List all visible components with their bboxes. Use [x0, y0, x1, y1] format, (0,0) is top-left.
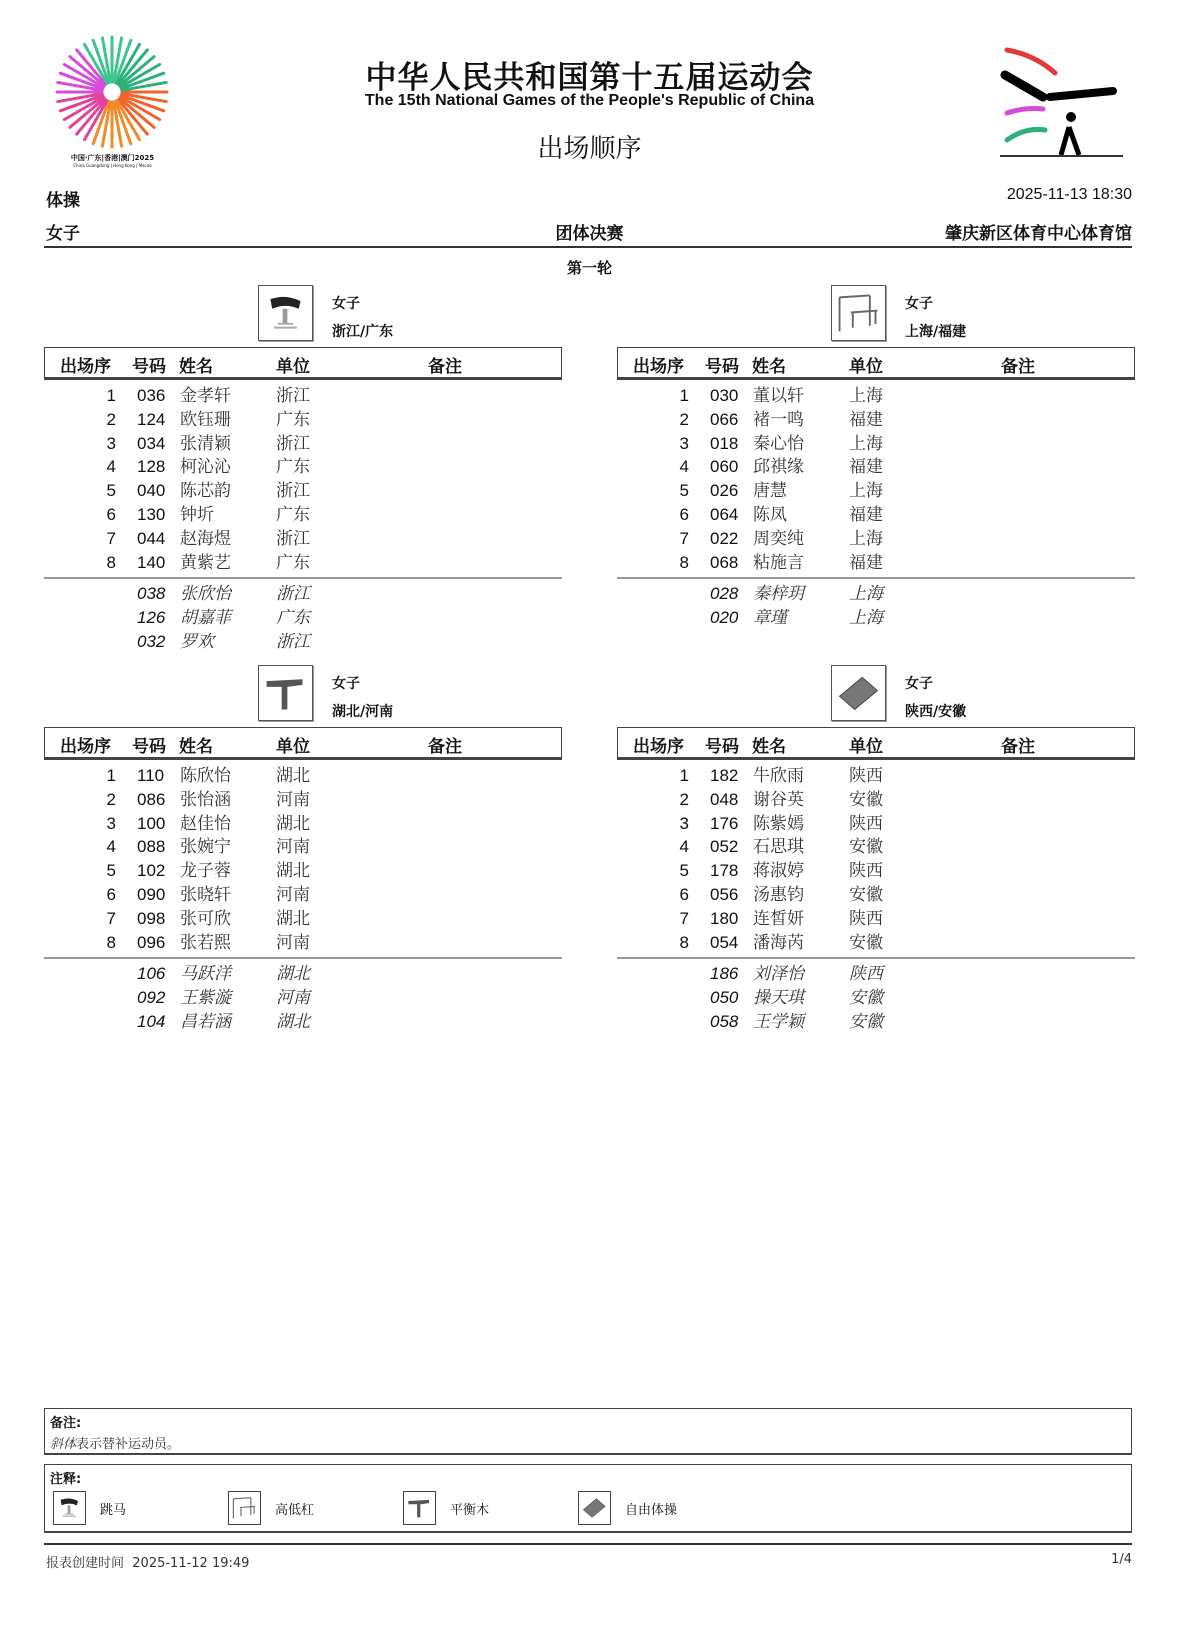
table-row [44, 552, 562, 576]
athlete-unit: 陕西 [849, 766, 883, 786]
created-label: 报表创建时间 [46, 1556, 125, 1571]
reserve-row [44, 607, 562, 631]
legend-box [44, 1464, 1132, 1533]
reserve-divider [617, 957, 1135, 959]
athlete-unit: 湖北 [276, 964, 310, 985]
athlete-name: 周奕纯 [753, 528, 804, 549]
page-number: 1/4 [1111, 1552, 1132, 1567]
legend-item-floor [578, 1491, 677, 1525]
group-teams: 湖北/河南 [332, 704, 394, 720]
bib-number: 088 [137, 837, 166, 857]
table-row [617, 504, 1135, 528]
athlete-unit: 广东 [276, 504, 310, 525]
balance-beam-icon [403, 1491, 436, 1525]
athlete-name: 操天琪 [753, 988, 804, 1009]
athlete-unit: 上海 [849, 528, 883, 549]
athlete-unit: 广东 [276, 608, 310, 629]
notes-text: 表示替补运动员。 [76, 1437, 181, 1452]
start-order: 2 [679, 409, 689, 429]
bib-number: 066 [710, 409, 739, 429]
athlete-unit: 河南 [276, 932, 310, 953]
start-order: 3 [679, 813, 689, 833]
col-remark: 备注 [1001, 737, 1035, 757]
table-row [617, 456, 1135, 480]
bib-number: 020 [710, 608, 739, 628]
table-row [44, 480, 562, 504]
reserve-row [44, 963, 562, 987]
col-name: 姓名 [179, 737, 213, 757]
table-row [617, 860, 1135, 884]
table-row [44, 884, 562, 908]
reserve-row [44, 583, 562, 607]
start-order: 1 [106, 766, 116, 785]
athlete-name: 潘海芮 [753, 932, 804, 953]
athlete-name: 金孝轩 [180, 386, 231, 406]
athlete-unit: 安徽 [849, 932, 883, 953]
table-row [617, 433, 1135, 457]
col-remark: 备注 [428, 737, 462, 757]
reserve-row [617, 987, 1135, 1011]
table-row [44, 528, 562, 552]
bib-number: 140 [137, 552, 166, 572]
athlete-name: 张怡涵 [180, 789, 231, 810]
bib-number: 086 [137, 789, 166, 809]
table-row [617, 409, 1135, 433]
legend-label: 平衡木 [450, 1502, 490, 1518]
start-order: 1 [679, 766, 689, 785]
athlete-name: 柯沁沁 [180, 457, 231, 478]
athlete-name: 赵海煜 [180, 528, 231, 549]
athlete-unit: 浙江 [276, 481, 310, 502]
start-order: 3 [106, 433, 116, 453]
col-remark: 备注 [1001, 357, 1035, 377]
table-row [617, 480, 1135, 504]
bib-number: 182 [710, 766, 739, 785]
athlete-name: 陈凤 [753, 504, 787, 525]
table-row [617, 836, 1135, 860]
document-title: 出场顺序 [537, 134, 642, 164]
bib-number: 110 [137, 766, 165, 785]
venue: 肇庆新区体育中心体育馆 [945, 224, 1132, 244]
table-header [617, 347, 1135, 380]
bib-number: 050 [710, 988, 739, 1008]
athlete-name: 石思琪 [753, 837, 804, 858]
start-order: 5 [106, 481, 116, 501]
col-remark: 备注 [428, 357, 462, 377]
table-row [44, 836, 562, 860]
bib-number: 102 [137, 861, 166, 881]
athlete-unit: 福建 [849, 504, 883, 525]
start-order: 3 [106, 813, 116, 833]
table-row [617, 908, 1135, 932]
col-seq: 出场序 [60, 357, 111, 377]
start-order: 2 [106, 409, 116, 429]
athlete-unit: 河南 [276, 884, 310, 905]
start-order: 2 [106, 789, 116, 809]
balance-beam-icon [258, 665, 313, 721]
group-teams: 上海/福建 [905, 324, 967, 340]
athlete-unit: 湖北 [276, 813, 310, 834]
col-code: 号码 [132, 357, 166, 377]
table-row [44, 385, 562, 409]
created-time: 2025-11-12 19:49 [132, 1556, 250, 1571]
bib-number: 096 [137, 932, 166, 952]
notes-box [44, 1408, 1132, 1455]
start-order: 4 [106, 837, 116, 857]
reserve-row [44, 631, 562, 655]
bib-number: 126 [137, 608, 166, 628]
group-teams: 陕西/安徽 [905, 704, 967, 720]
athlete-name: 唐慧 [753, 481, 787, 502]
athlete-name: 张婉宁 [180, 837, 231, 858]
start-order: 4 [679, 837, 689, 857]
athlete-name: 汤惠钧 [753, 884, 804, 905]
legend-item-balance-beam [403, 1491, 489, 1525]
col-code: 号码 [132, 737, 166, 757]
games-title-en: The 15th National Games of the People's Republic of China [364, 92, 815, 109]
table-header [44, 347, 562, 380]
start-order: 7 [679, 908, 689, 928]
athlete-unit: 湖北 [276, 1011, 310, 1032]
start-order: 8 [679, 932, 689, 952]
bib-number: 090 [137, 884, 166, 904]
athlete-unit: 河南 [276, 837, 310, 858]
footer-divider [44, 1543, 1132, 1545]
athlete-unit: 安徽 [849, 1011, 883, 1032]
reserve-divider [44, 957, 562, 959]
start-order: 7 [106, 528, 116, 548]
col-code: 号码 [705, 737, 739, 757]
athlete-name: 陈紫嫣 [753, 813, 804, 834]
athlete-unit: 上海 [849, 433, 883, 454]
athlete-unit: 上海 [849, 584, 883, 605]
gender-label: 女子 [46, 224, 80, 244]
table-row [44, 813, 562, 837]
athlete-name: 龙子蓉 [180, 861, 231, 882]
athlete-name: 黄紫艺 [180, 552, 231, 573]
uneven-bars-icon [228, 1491, 261, 1525]
table-row [44, 860, 562, 884]
athlete-name: 张若熙 [180, 932, 231, 953]
athlete-unit: 陕西 [849, 908, 883, 929]
start-order: 4 [679, 457, 689, 477]
start-order: 6 [679, 504, 689, 524]
bib-number: 186 [710, 964, 739, 984]
athlete-unit: 浙江 [276, 528, 310, 549]
start-order: 2 [679, 789, 689, 809]
athlete-unit: 广东 [276, 457, 310, 478]
legend-label: 跳马 [100, 1502, 127, 1518]
bib-number: 176 [710, 813, 739, 833]
bib-number: 054 [710, 932, 739, 952]
table-header [44, 727, 562, 760]
bib-number: 130 [137, 504, 166, 524]
athlete-unit: 上海 [849, 386, 883, 406]
col-name: 姓名 [179, 357, 213, 377]
athlete-unit: 福建 [849, 457, 883, 478]
group-teams: 浙江/广东 [332, 324, 394, 340]
uneven-bars-icon [831, 285, 886, 341]
reserve-row [617, 963, 1135, 987]
group-gender: 女子 [332, 676, 360, 692]
reserve-row [44, 1011, 562, 1035]
event-datetime: 2025-11-13 18:30 [1006, 186, 1132, 203]
athlete-unit: 浙江 [276, 433, 310, 454]
table-row [44, 433, 562, 457]
reserve-row [617, 607, 1135, 631]
table-row [617, 528, 1135, 552]
athlete-name: 钟圻 [180, 504, 214, 525]
col-code: 号码 [705, 357, 739, 377]
bib-number: 180 [710, 908, 739, 928]
start-order: 1 [679, 386, 689, 405]
athlete-name: 马跃洋 [180, 964, 231, 985]
athlete-unit: 安徽 [849, 884, 883, 905]
athlete-name: 胡嘉菲 [180, 608, 231, 629]
start-order: 8 [679, 552, 689, 572]
reserve-divider [617, 577, 1135, 579]
table-row [617, 789, 1135, 813]
athlete-unit: 河南 [276, 988, 310, 1009]
round-label: 第一轮 [566, 259, 612, 277]
table-row [44, 789, 562, 813]
table-row [617, 385, 1135, 409]
start-order: 1 [106, 386, 116, 405]
start-order: 6 [106, 884, 116, 904]
col-seq: 出场序 [633, 737, 684, 757]
athlete-name: 罗欢 [180, 631, 214, 652]
athlete-name: 章瑾 [753, 608, 787, 629]
reserve-row [617, 1011, 1135, 1035]
reserve-row [617, 583, 1135, 607]
logo-text: 中国·广东|香港|澳门2025 [70, 154, 155, 162]
start-order: 7 [679, 528, 689, 548]
bib-number: 028 [710, 584, 739, 604]
bib-number: 098 [137, 908, 166, 928]
table-header [617, 727, 1135, 760]
bib-number: 026 [710, 481, 739, 501]
athlete-unit: 上海 [849, 481, 883, 502]
bib-number: 034 [137, 433, 166, 453]
bib-number: 048 [710, 789, 739, 809]
athlete-unit: 安徽 [849, 988, 883, 1009]
table-row [617, 765, 1135, 789]
vault-icon [258, 285, 313, 341]
bib-number: 044 [137, 528, 166, 548]
athlete-name: 王学颖 [753, 1011, 804, 1032]
start-order: 5 [679, 481, 689, 501]
bib-number: 092 [137, 988, 166, 1008]
bib-number: 018 [710, 433, 739, 453]
logo-subtext: China Guangdong | Hong Kong | Macao [73, 163, 152, 168]
bib-number: 106 [137, 964, 166, 984]
athlete-unit: 湖北 [276, 861, 310, 882]
bib-number: 056 [710, 884, 739, 904]
athlete-name: 欧钰珊 [180, 409, 231, 430]
bib-number: 022 [710, 528, 739, 548]
col-name: 姓名 [752, 737, 786, 757]
bib-number: 100 [137, 813, 166, 833]
bib-number: 040 [137, 481, 166, 501]
bib-number: 068 [710, 552, 739, 572]
notes-italic: 斜体 [50, 1437, 77, 1452]
sport-label: 体操 [46, 191, 80, 211]
reserve-row [44, 987, 562, 1011]
athlete-name: 王紫漩 [180, 988, 231, 1009]
vault-icon [53, 1491, 86, 1525]
start-order: 4 [106, 457, 116, 477]
athlete-unit: 广东 [276, 409, 310, 430]
col-seq: 出场序 [60, 737, 111, 757]
notes-title: 备注: [50, 1416, 82, 1431]
bib-number: 052 [710, 837, 739, 857]
col-seq: 出场序 [633, 357, 684, 377]
start-order: 3 [679, 433, 689, 453]
athlete-name: 粘施言 [753, 552, 804, 573]
floor-icon [831, 665, 886, 721]
bib-number: 032 [137, 631, 166, 651]
legend-label: 自由体操 [625, 1502, 678, 1518]
athlete-name: 谢谷英 [753, 789, 804, 810]
col-unit: 单位 [849, 737, 883, 757]
legend-label: 高低杠 [275, 1502, 315, 1518]
bib-number: 124 [137, 409, 166, 429]
start-order: 5 [679, 861, 689, 881]
athlete-unit: 陕西 [849, 813, 883, 834]
table-row [44, 765, 562, 789]
bib-number: 036 [137, 386, 166, 405]
athlete-name: 陈芯韵 [180, 481, 231, 502]
table-row [44, 409, 562, 433]
athlete-unit: 安徽 [849, 837, 883, 858]
athlete-unit: 上海 [849, 608, 883, 629]
athlete-name: 秦梓玥 [753, 584, 804, 605]
group-gender: 女子 [905, 296, 933, 312]
games-title: 中华人民共和国第十五届运动会 [365, 60, 814, 96]
start-order: 6 [106, 504, 116, 524]
bib-number: 038 [137, 584, 166, 604]
legend-title: 注释: [50, 1472, 82, 1487]
table-row [44, 456, 562, 480]
athlete-unit: 湖北 [276, 766, 310, 786]
floor-icon [578, 1491, 611, 1525]
start-order: 7 [106, 908, 116, 928]
athlete-unit: 浙江 [276, 584, 310, 605]
col-name: 姓名 [752, 357, 786, 377]
col-unit: 单位 [276, 737, 310, 757]
athlete-unit: 安徽 [849, 789, 883, 810]
athlete-name: 张晓轩 [180, 884, 231, 905]
legend-item-uneven-bars [228, 1491, 314, 1525]
athlete-unit: 福建 [849, 552, 883, 573]
start-order: 8 [106, 552, 116, 572]
athlete-name: 秦心怡 [753, 433, 804, 454]
athlete-unit: 浙江 [276, 631, 310, 652]
bib-number: 128 [137, 457, 166, 477]
legend-item-vault [53, 1491, 126, 1525]
start-order: 6 [679, 884, 689, 904]
event-name: 团体决赛 [555, 224, 624, 244]
athlete-name: 赵佳怡 [180, 813, 231, 834]
col-unit: 单位 [849, 357, 883, 377]
start-order: 5 [106, 861, 116, 881]
athlete-name: 褚一鸣 [753, 409, 804, 430]
table-row [617, 932, 1135, 956]
bib-number: 030 [710, 386, 739, 405]
group-gender: 女子 [332, 296, 360, 312]
report-created [46, 1552, 249, 1571]
athlete-unit: 浙江 [276, 386, 310, 406]
bib-number: 064 [710, 504, 739, 524]
bib-number: 058 [710, 1011, 739, 1031]
athlete-unit: 福建 [849, 409, 883, 430]
table-row [617, 813, 1135, 837]
group-gender: 女子 [905, 676, 933, 692]
header-divider [44, 246, 1132, 248]
athlete-name: 连皙妍 [753, 908, 804, 929]
athlete-unit: 广东 [276, 552, 310, 573]
table-row [617, 884, 1135, 908]
athlete-name: 邱祺缘 [753, 457, 804, 478]
bib-number: 060 [710, 457, 739, 477]
athlete-unit: 陕西 [849, 964, 883, 985]
athlete-name: 蒋淑婷 [753, 861, 804, 882]
athlete-name: 张欣怡 [180, 584, 231, 605]
start-order: 8 [106, 932, 116, 952]
athlete-unit: 陕西 [849, 861, 883, 882]
athlete-name: 张清颖 [180, 433, 231, 454]
table-row [44, 504, 562, 528]
reserve-divider [44, 577, 562, 579]
athlete-name: 董以轩 [753, 386, 804, 406]
col-unit: 单位 [276, 357, 310, 377]
table-row [44, 908, 562, 932]
athlete-name: 陈欣怡 [180, 766, 231, 786]
athlete-unit: 湖北 [276, 908, 310, 929]
bib-number: 178 [710, 861, 739, 881]
athlete-name: 刘泽怡 [753, 964, 804, 985]
table-row [44, 932, 562, 956]
athlete-name: 昌若涵 [180, 1011, 231, 1032]
athlete-unit: 河南 [276, 789, 310, 810]
table-row [617, 552, 1135, 576]
bib-number: 104 [137, 1011, 166, 1031]
athlete-name: 牛欣雨 [753, 766, 804, 786]
athlete-name: 张可欣 [180, 908, 231, 929]
